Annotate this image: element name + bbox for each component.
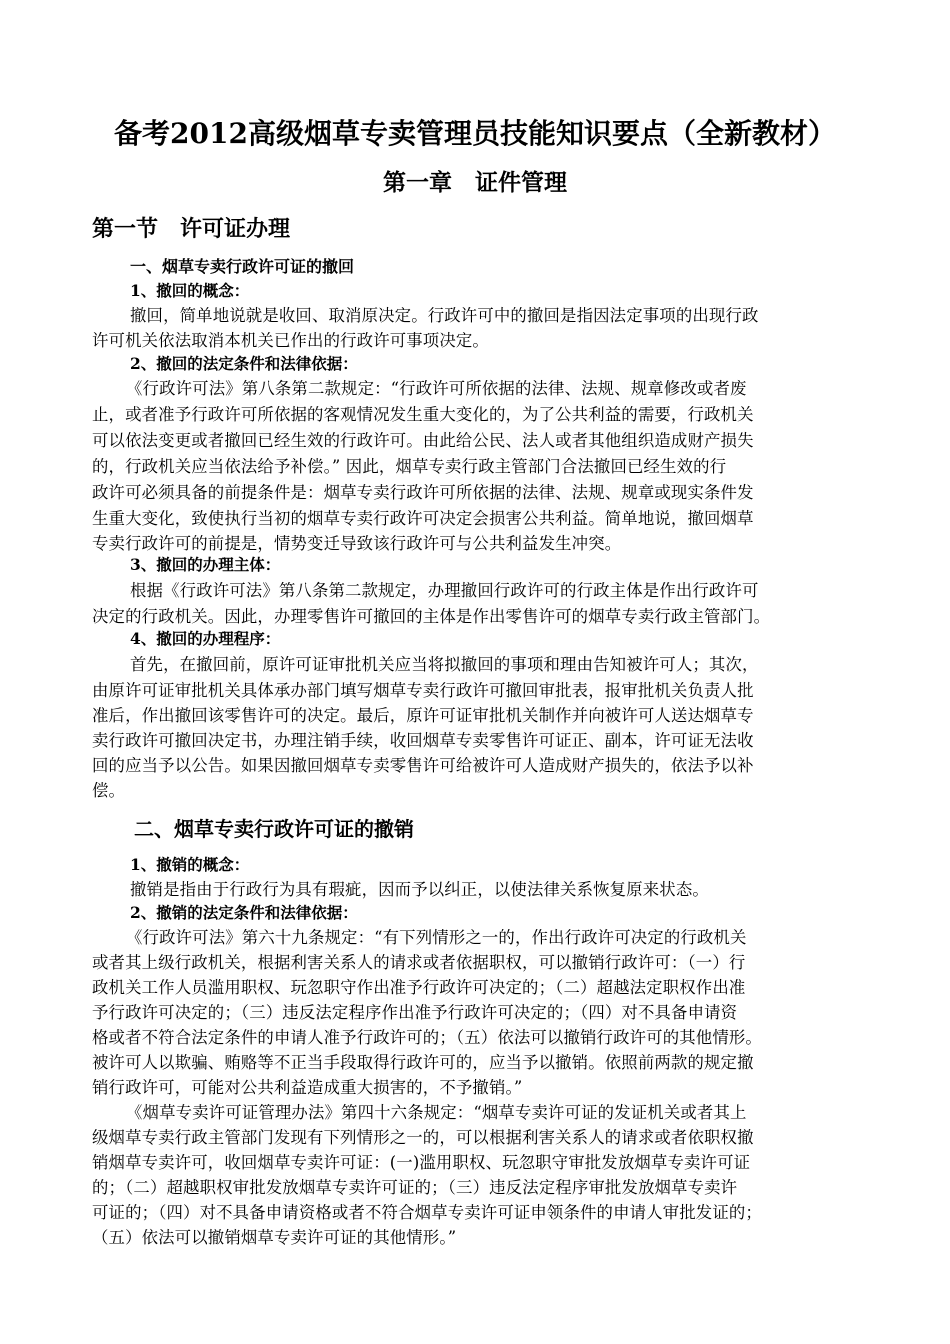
paragraph-line: 《行政许可法》第八条第二款规定：“行政许可所依据的法律、法规、规章修改或者废 — [126, 379, 747, 398]
paragraph-line: 级烟草专卖行政主管部门发现有下列情形之一的，可以根据利害关系人的请求或者依职权撤 — [92, 1128, 754, 1147]
part1-item2-heading: 2、撤回的法定条件和法律依据： — [130, 354, 358, 373]
paragraph-line: 止，或者准予行政许可所依据的客观情况发生重大变化的，为了公共利益的需要，行政机关 — [92, 405, 754, 424]
chapter-heading: 第一章 证件管理 — [383, 169, 567, 196]
paragraph-line: （五）依法可以撤销烟草专卖许可证的其他情形。” — [92, 1228, 457, 1247]
part1-item4-heading: 4、撤回的办理程序： — [130, 629, 281, 648]
paragraph-line: 政许可必须具备的前提条件是：烟草专卖行政许可所依据的法律、法规、规章或现实条件发 — [92, 483, 754, 502]
paragraph-line: 撤销是指由于行政行为具有瑕疵，因而予以纠正，以使法律关系恢复原来状态。 — [130, 880, 709, 899]
part1-item1-heading: 1、撤回的概念： — [130, 281, 250, 300]
part2-item1-heading: 1、撤销的概念： — [130, 855, 250, 874]
paragraph-line: 准后，作出撤回该零售许可的决定。最后，原许可证审批机关制作并向被许可人送达烟草专 — [92, 706, 754, 725]
paragraph-line: 卖行政许可撤回决定书，办理注销手续，收回烟草专卖零售许可证正、副本，许可证无法收 — [92, 731, 754, 750]
document-title: 备考2012高级烟草专卖管理员技能知识要点（全新教材） — [114, 117, 836, 150]
paragraph-line: 的，行政机关应当依法给予补偿。” 因此，烟草专卖行政主管部门合法撤回已经生效的行 — [92, 457, 727, 476]
paragraph-line: 决定的行政机关。因此，办理零售许可撤回的主体是作出零售许可的烟草专卖行政主管部门。 — [92, 607, 771, 626]
paragraph-line: 专卖行政许可的前提是，情势变迁导致该行政许可与公共利益发生冲突。 — [92, 534, 622, 553]
paragraph-line: 根据《行政许可法》第八条第二款规定，办理撤回行政许可的行政主体是作出行政许可 — [130, 581, 759, 600]
paragraph-line: 生重大变化，致使执行当初的烟草专卖行政许可决定会损害公共利益。简单地说，撤回烟草 — [92, 509, 754, 528]
paragraph-line: 撤回，简单地说就是收回、取消原决定。行政许可中的撤回是指因法定事项的出现行政 — [130, 306, 759, 325]
paragraph-line: 销烟草专卖许可，收回烟草专卖许可证：(一)滥用职权、玩忽职守审批发放烟草专卖许可证 — [92, 1153, 751, 1172]
paragraph-line: 予行政许可决定的；（三）违反法定程序作出准予行政许可决定的；（四）对不具备申请资 — [92, 1003, 738, 1022]
part1-heading: 一、烟草专卖行政许可证的撤回 — [130, 257, 355, 276]
section-heading: 第一节 许可证办理 — [92, 216, 291, 242]
paragraph-line: 《烟草专卖许可证管理办法》第四十六条规定：“烟草专卖许可证的发证机关或者其上 — [126, 1103, 747, 1122]
paragraph-line: 《行政许可法》第六十九条规定：“有下列情形之一的，作出行政许可决定的行政机关 — [126, 928, 747, 947]
paragraph-line: 由原许可证审批机关具体承办部门填写烟草专卖行政许可撤回审批表，报审批机关负责人批 — [92, 681, 754, 700]
paragraph-line: 或者其上级行政机关，根据利害关系人的请求或者依据职权，可以撤销行政许可：（一）行 — [92, 953, 746, 972]
paragraph-line: 回的应当予以公告。如果因撤回烟草专卖零售许可给被许可人造成财产损失的，依法予以补 — [92, 756, 754, 775]
paragraph-line: 政机关工作人员滥用职权、玩忽职守作出准予行政许可决定的；（二）超越法定职权作出准 — [92, 978, 746, 997]
paragraph-line: 可证的；（四）对不具备申请资格或者不符合烟草专卖许可证申领条件的申请人审批发证的； — [92, 1203, 762, 1222]
paragraph-line: 销行政许可，可能对公共利益造成重大损害的，不予撤销。” — [92, 1078, 523, 1097]
paragraph-line: 被许可人以欺骗、贿赂等不正当手段取得行政许可的，应当予以撤销。依照前两款的规定撤 — [92, 1053, 754, 1072]
paragraph-line: 可以依法变更或者撤回已经生效的行政许可。由此给公民、法人或者其他组织造成财产损失 — [92, 431, 754, 450]
paragraph-line: 偿。 — [92, 781, 126, 800]
part2-item2-heading: 2、撤销的法定条件和法律依据： — [130, 903, 358, 922]
part1-item3-heading: 3、撤回的办理主体： — [130, 555, 281, 574]
paragraph-line: 首先，在撤回前，原许可证审批机关应当将拟撤回的事项和理由告知被许可人；其次， — [130, 655, 759, 674]
paragraph-line: 的；（二）超越职权审批发放烟草专卖许可证的；（三）违反法定程序审批发放烟草专卖许 — [92, 1178, 738, 1197]
paragraph-line: 许可机关依法取消本机关已作出的行政许可事项决定。 — [92, 331, 489, 350]
part2-heading: 二、烟草专卖行政许可证的撤销 — [134, 817, 414, 841]
paragraph-line: 格或者不符合法定条件的申请人准予行政许可的；（五）依法可以撤销行政许可的其他情形。 — [92, 1028, 762, 1047]
